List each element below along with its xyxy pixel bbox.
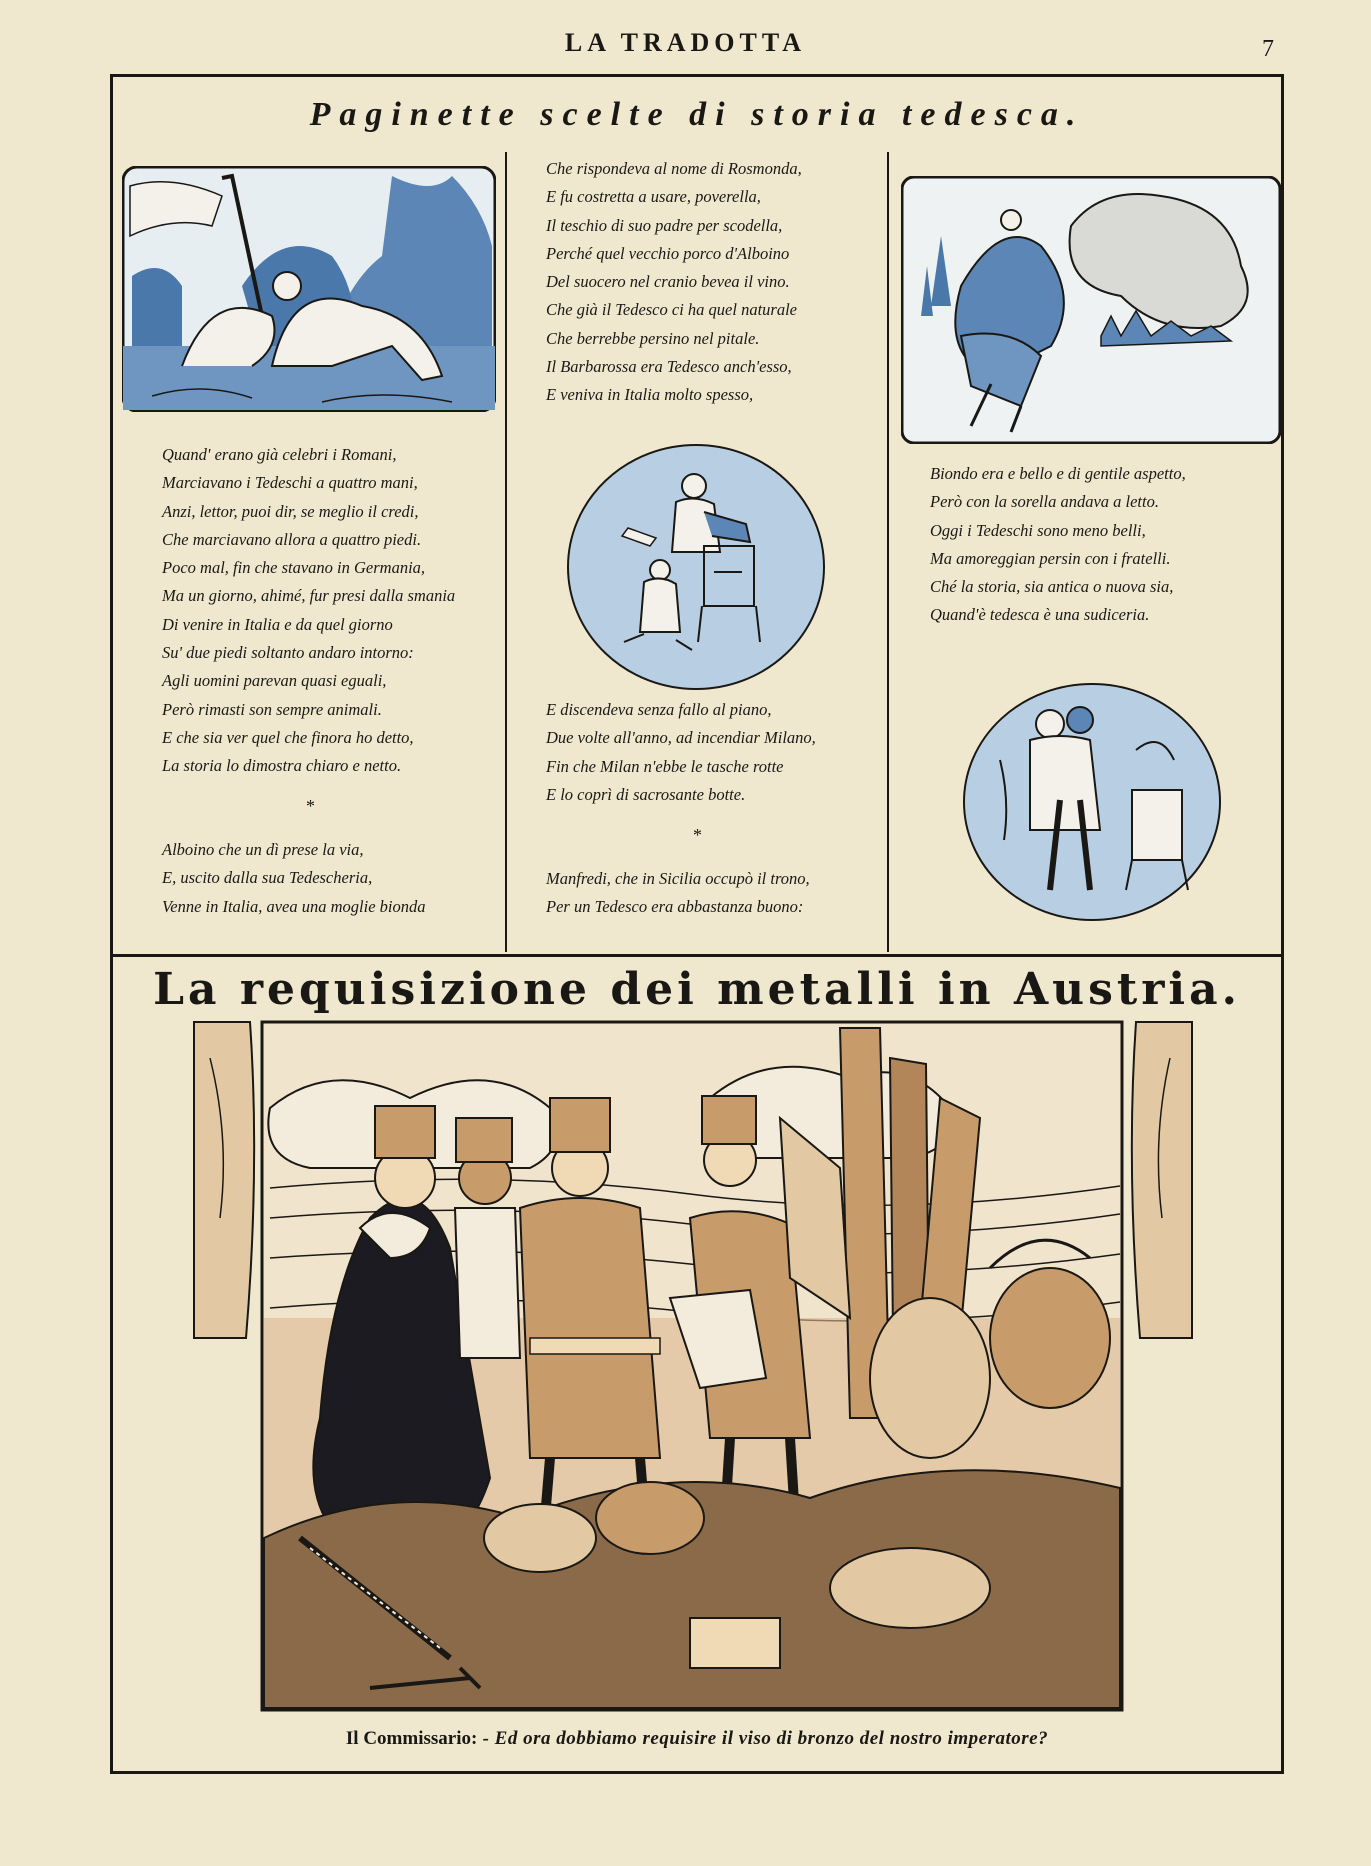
poem-line: Poco mal, fin che stavano in Germania, xyxy=(162,558,426,578)
poem-line: Quand' erano già celebri i Romani, xyxy=(162,445,397,464)
cartoon-caption xyxy=(110,1728,1284,1750)
poem-line: E, uscito dalla sua Tedescheria, xyxy=(162,868,373,888)
poem-line: Venne in Italia, avea una moglie bionda xyxy=(162,896,426,916)
illustration-austrian-officers-metal-pile xyxy=(190,1018,1196,1714)
poem-line: Fin che Milan n'ebbe le tasche rotte xyxy=(546,756,784,776)
caption-speaker: Il Commissario: xyxy=(345,1728,478,1749)
poem-line: Ma un giorno, ahimé, fur presi dalla smania xyxy=(162,586,456,606)
poem-column-3 xyxy=(930,460,1186,630)
poem-line: Del suocero nel cranio bevea il vino. xyxy=(546,272,790,292)
illustration-figures-before-burning-city xyxy=(901,176,1281,444)
stanza-separator: * xyxy=(306,796,315,816)
column-divider-right xyxy=(887,152,889,952)
masthead: LA TRADOTTA xyxy=(564,28,807,57)
poem-column-1-part-2 xyxy=(162,836,426,921)
caption-text: - Ed ora dobbiamo requisire il viso di bronzo del nostro imperatore? xyxy=(477,1728,1049,1749)
poem-line: E lo coprì di sacrosante botte. xyxy=(546,784,746,804)
poem-line: E discendeva senza fallo al piano, xyxy=(546,700,772,719)
illustration-vignette-woman-at-chair xyxy=(564,442,828,692)
poem-line: Di venire in Italia e da quel giorno xyxy=(162,614,393,634)
poem-line: La storia lo dimostra chiaro e netto. xyxy=(162,756,402,776)
poem-line: Che berrebbe persino nel pitale. xyxy=(546,328,760,348)
poem-line: Però con la sorella andava a letto. xyxy=(930,492,1159,512)
poem-line: Quand'è tedesca è una sudiceria. xyxy=(930,605,1150,625)
poem-line: Due volte all'anno, ad incendiar Milano, xyxy=(546,728,816,748)
poem-line: Che rispondeva al nome di Rosmonda, xyxy=(546,159,802,178)
poem-line: Biondo era e bello e di gentile aspetto, xyxy=(930,464,1186,483)
poem-column-1 xyxy=(162,441,455,781)
poem-line: E fu costretta a usare, poverella, xyxy=(546,187,761,207)
stanza-separator: * xyxy=(693,825,702,845)
poem-line: Il Barbarossa era Tedesco anch'esso, xyxy=(546,357,792,377)
poem-line: Ma amoreggian persin con i fratelli. xyxy=(930,548,1171,568)
poem-column-2-part-2 xyxy=(546,696,816,809)
poem-line: Il teschio di suo padre per scodella, xyxy=(546,215,783,235)
poem-line: Alboino che un dì prese la via, xyxy=(162,840,364,859)
poem-column-2 xyxy=(546,155,802,410)
poem-line: Che marciavano allora a quattro piedi. xyxy=(162,529,422,549)
poem-line: Oggi i Tedeschi sono meno belli, xyxy=(930,520,1146,540)
poem-line: Per un Tedesco era abbastanza buono: xyxy=(546,897,804,917)
page-number: 7 xyxy=(1262,36,1274,62)
poem-line: E che sia ver quel che finora ho detto, xyxy=(162,727,414,747)
poem-line: Che già il Tedesco ci ha quel naturale xyxy=(546,300,797,320)
poem-line: Agli uomini parevan quasi eguali, xyxy=(162,671,387,691)
poem-line: Però rimasti son sempre animali. xyxy=(162,699,382,719)
poem-column-2-part-3 xyxy=(546,865,810,922)
poem-line: Manfredi, che in Sicilia occupò il trono, xyxy=(546,869,810,888)
column-divider-left xyxy=(505,152,507,952)
section-one-title: Paginette scelte di storia tedesca. xyxy=(309,96,1085,133)
poem-line: Perché quel vecchio porco d'Alboino xyxy=(546,243,790,263)
section-divider xyxy=(110,954,1284,957)
poem-line: Su' due piedi soltanto andaro intorno: xyxy=(162,643,414,663)
poem-line: E veniva in Italia molto spesso, xyxy=(546,385,754,405)
illustration-vignette-embracing-couple xyxy=(960,680,1224,924)
section-two-title: La requisizione dei metalli in Austria. xyxy=(153,964,1241,1015)
poem-line: Marciavano i Tedeschi a quattro mani, xyxy=(162,473,418,493)
poem-line: Anzi, lettor, puoi dir, se meglio il credi, xyxy=(162,501,419,521)
illustration-two-crawling-figures xyxy=(122,166,496,412)
poem-line: Ché la storia, sia antica o nuova sia, xyxy=(930,577,1174,597)
